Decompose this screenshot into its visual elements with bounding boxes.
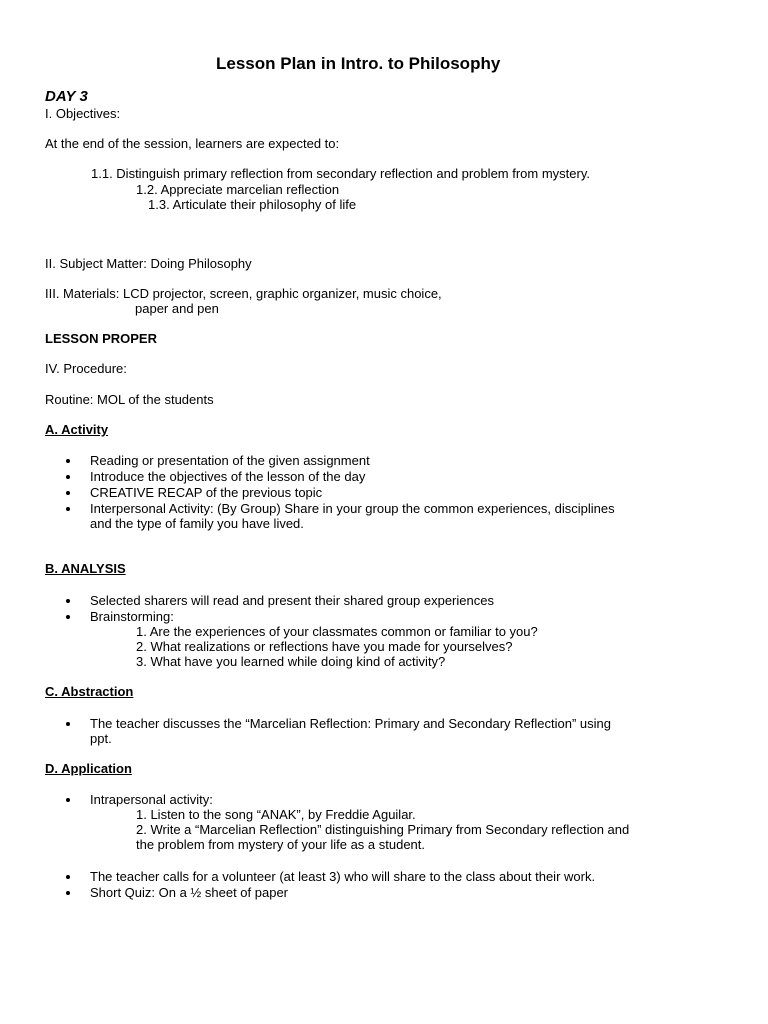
list-item: The teacher calls for a volunteer (at least 3) who will share to the class about their work. <box>90 869 596 884</box>
list-item: Introduce the objectives of the lesson of the day <box>90 469 366 484</box>
bullet-icon <box>66 615 70 619</box>
lesson-proper-heading: LESSON PROPER <box>45 331 157 346</box>
list-item-continuation: ppt. <box>90 731 112 746</box>
subject-matter: II. Subject Matter: Doing Philosophy <box>45 256 252 271</box>
bullet-icon <box>66 891 70 895</box>
sub-item: 1. Listen to the song “ANAK”, by Freddie Aguilar. <box>136 807 416 822</box>
list-item: Intrapersonal activity: <box>90 792 213 807</box>
list-item: Reading or presentation of the given assignment <box>90 453 370 468</box>
bullet-icon <box>66 722 70 726</box>
list-item: The teacher discusses the “Marcelian Reflection: Primary and Secondary Reflection” using <box>90 716 611 731</box>
objective-item: 1.1. Distinguish primary reflection from secondary reflection and problem from mystery. <box>91 166 591 181</box>
document-title: Lesson Plan in Intro. to Philosophy <box>216 54 501 73</box>
day-label: DAY 3 <box>45 88 88 105</box>
sub-item: 3. What have you learned while doing kind of activity? <box>136 654 446 669</box>
bullet-icon <box>66 491 70 495</box>
routine-text: Routine: MOL of the students <box>45 392 214 407</box>
list-item: Interpersonal Activity: (By Group) Share in your group the common experiences, disciplines <box>90 501 615 516</box>
bullet-icon <box>66 459 70 463</box>
activity-heading: A. Activity <box>45 422 109 437</box>
bullet-icon <box>66 798 70 802</box>
procedure-heading: IV. Procedure: <box>45 361 127 376</box>
list-item: Brainstorming: <box>90 609 174 624</box>
sub-item: 2. Write a “Marcelian Reflection” distinguishing Primary from Secondary reflection and <box>136 822 630 837</box>
objective-item: 1.3. Articulate their philosophy of life <box>148 197 357 212</box>
list-item-continuation: and the type of family you have lived. <box>90 516 304 531</box>
sub-item: the problem from mystery of your life as a student. <box>136 837 426 852</box>
application-heading: D. Application <box>45 761 132 776</box>
objectives-intro: At the end of the session, learners are expected to: <box>45 136 340 151</box>
list-item: CREATIVE RECAP of the previous topic <box>90 485 323 500</box>
analysis-heading: B. ANALYSIS <box>45 561 126 576</box>
sub-item: 1. Are the experiences of your classmates common or familiar to you? <box>136 624 538 639</box>
bullet-icon <box>66 507 70 511</box>
list-item: Short Quiz: On a ½ sheet of paper <box>90 885 289 900</box>
abstraction-heading: C. Abstraction <box>45 684 134 699</box>
list-item: Selected sharers will read and present their shared group experiences <box>90 593 494 608</box>
materials-line: paper and pen <box>135 301 219 316</box>
sub-item: 2. What realizations or reflections have you made for yourselves? <box>136 639 513 654</box>
materials-line: III. Materials: LCD projector, screen, graphic organizer, music choice, <box>45 286 442 301</box>
bullet-icon <box>66 475 70 479</box>
objectives-heading: I. Objectives: <box>45 106 121 121</box>
bullet-icon <box>66 599 70 603</box>
objective-item: 1.2. Appreciate marcelian reflection <box>136 182 340 197</box>
bullet-icon <box>66 875 70 879</box>
